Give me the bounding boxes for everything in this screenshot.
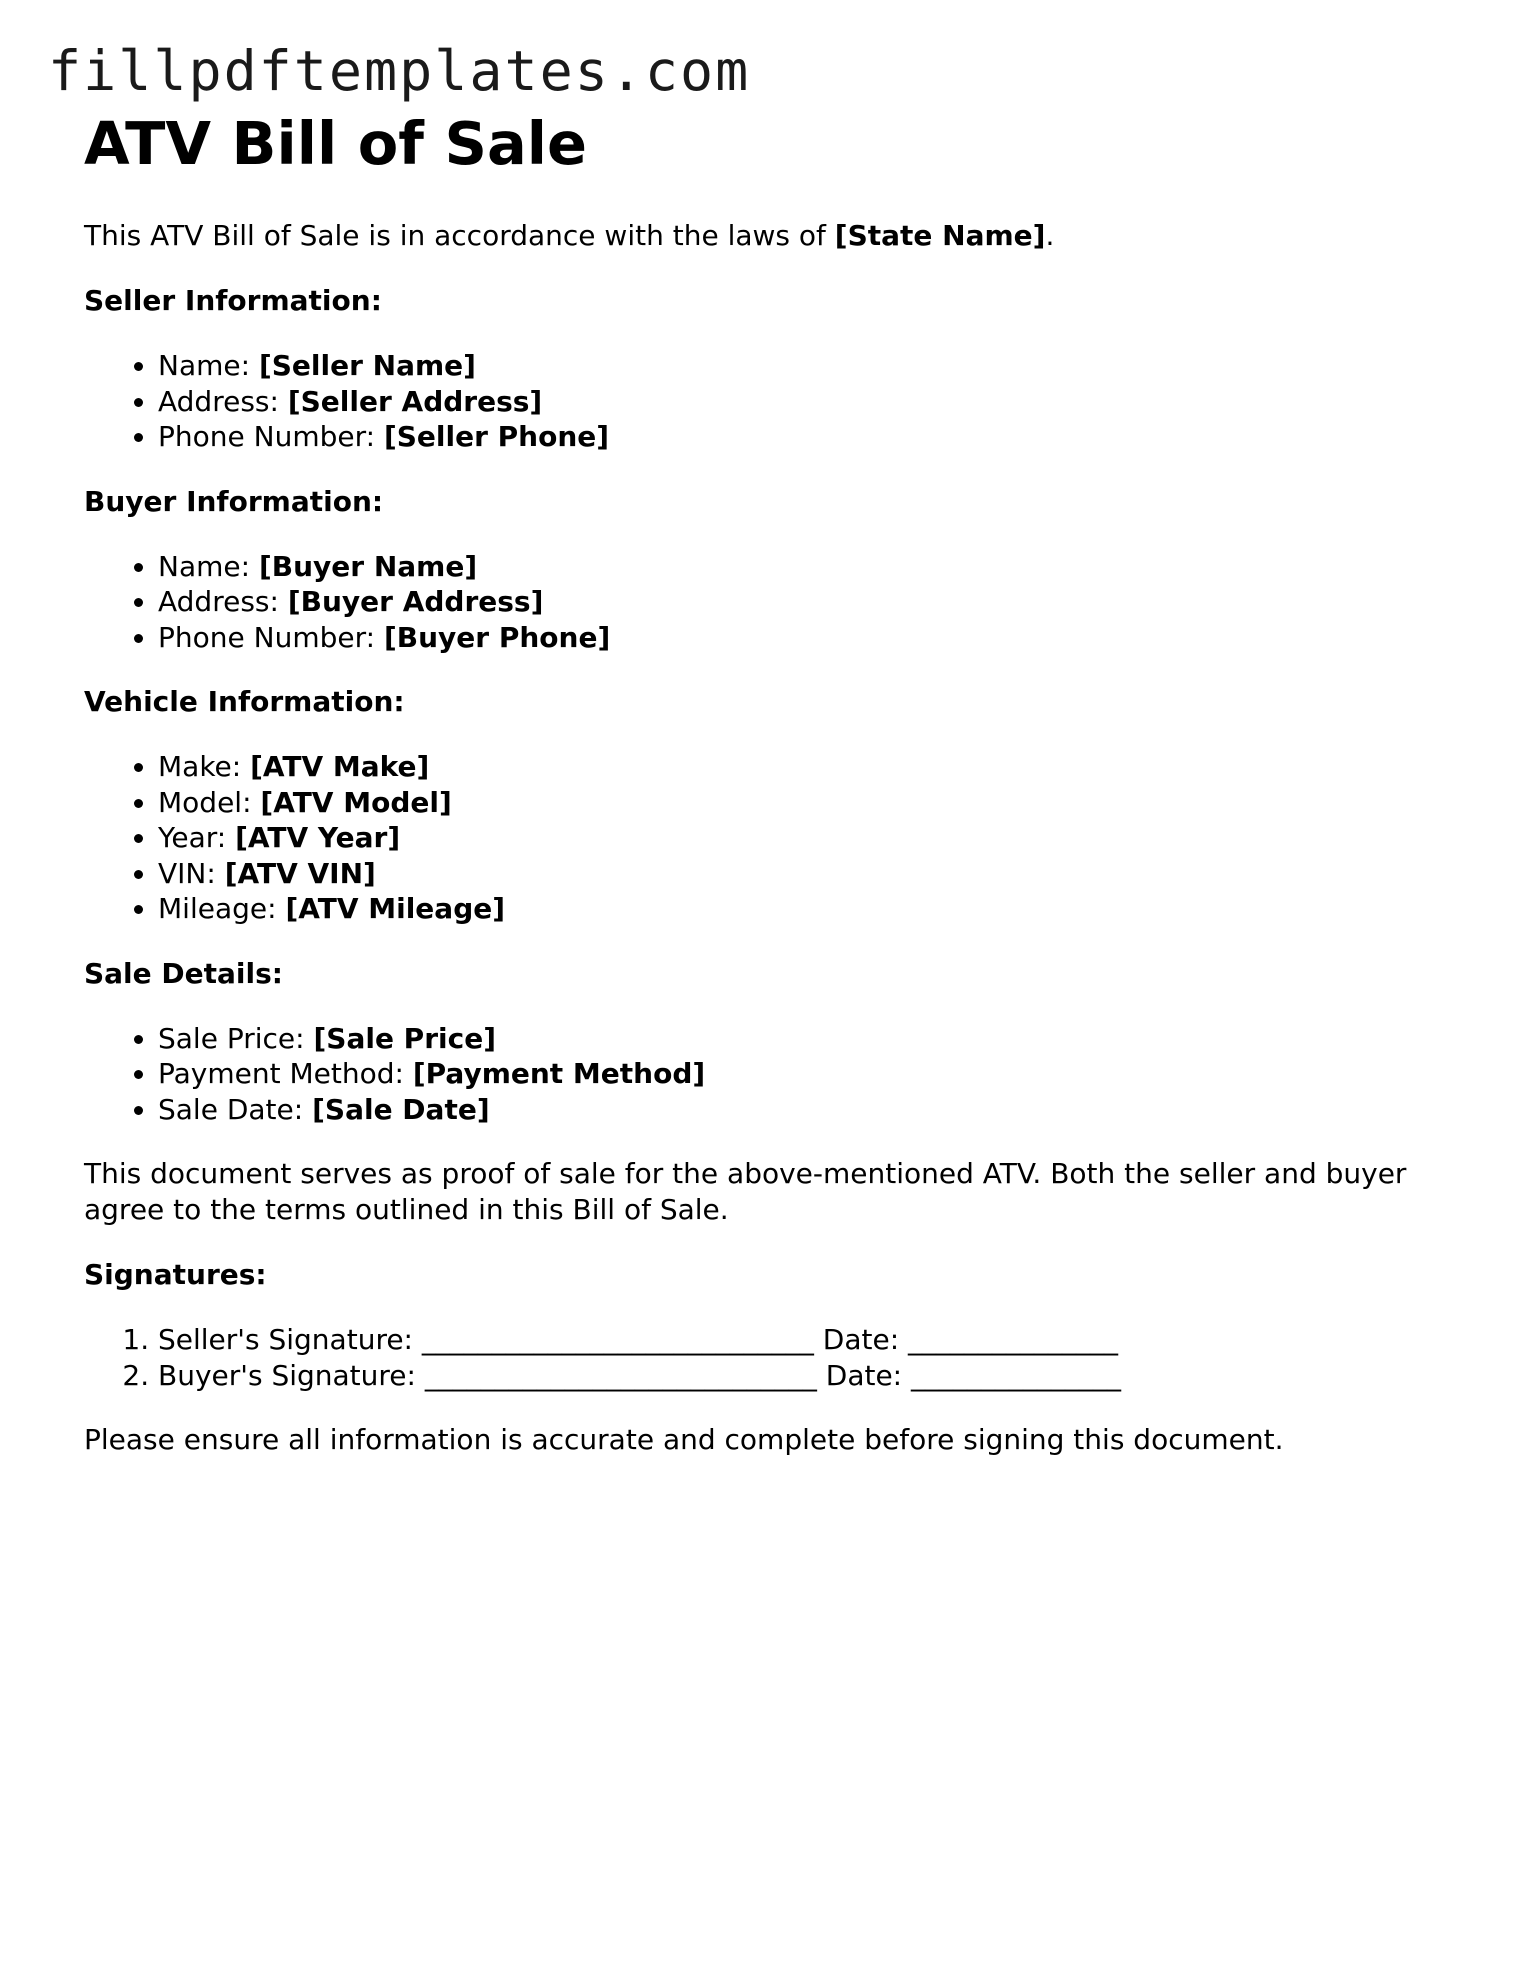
sale-date-value: [Sale Date] [312, 1092, 490, 1126]
seller-address-item: • Address: [Seller Address] [158, 384, 1444, 420]
intro-text: This ATV Bill of Sale is in accordance with the laws of [84, 219, 835, 252]
seller-heading: Seller Information: [84, 284, 382, 317]
closing-paragraph: Please ensure all information is accurate and complete before signing this document. [84, 1423, 1284, 1456]
intro-paragraph [84, 218, 1444, 254]
vehicle-mileage-value: [ATV Mileage] [285, 892, 506, 925]
state-name-placeholder: [State Name] [834, 219, 1046, 252]
vehicle-make-item: • Make: [ATV Make] [158, 749, 1444, 785]
sale-date-item: • Sale Date: [Sale Date] [158, 1092, 1444, 1128]
intro-end: . [1045, 219, 1055, 252]
buyer-phone-item: • Phone Number: [Buyer Phone] [158, 620, 1444, 656]
vehicle-list [84, 749, 1444, 927]
buyer-list [84, 549, 1444, 656]
seller-name-item: • Name: [Seller Name] [158, 348, 1444, 384]
seller-address-value: [Seller Address] [287, 384, 543, 418]
vehicle-mileage-item: • Mileage: [ATV Mileage] [158, 891, 1444, 927]
watermark-logo: fillpdftemplates.com [48, 39, 751, 103]
vehicle-year-value: [ATV Year] [235, 821, 401, 854]
payment-method-item: • Payment Method: [Payment Method] [158, 1056, 1444, 1092]
vehicle-heading: Vehicle Information: [84, 685, 405, 718]
buyer-heading: Buyer Information: [84, 484, 384, 518]
seller-phone-item: • Phone Number: [Seller Phone] [158, 419, 1444, 455]
seller-phone-value: [Seller Phone] [383, 420, 610, 453]
seller-list [84, 348, 1444, 455]
document-body [84, 108, 1444, 1487]
buyer-address-item: • Address: [Buyer Address] [158, 584, 1444, 620]
sale-price-value: [Sale Price] [313, 1021, 496, 1055]
vehicle-vin-value: [ATV VIN] [224, 856, 376, 890]
vehicle-vin-item: • VIN: [ATV VIN] [158, 856, 1444, 892]
seller-name-value: [Seller Name] [258, 349, 476, 382]
sale-price-item: • Sale Price: [Sale Price] [158, 1021, 1444, 1057]
sale-heading: Sale Details: [84, 956, 283, 990]
seller-signature-line: 1. Seller's Signature: ____________________________ Date: _______________ [158, 1322, 1444, 1358]
signatures-list [84, 1322, 1444, 1393]
buyer-name-item: • Name: [Buyer Name] [158, 549, 1444, 585]
document-title: ATV Bill of Sale [84, 109, 587, 178]
vehicle-model-value: [ATV Model] [260, 785, 452, 819]
buyer-signature-line: 2. Buyer's Signature: ____________________________ Date: _______________ [158, 1358, 1444, 1394]
buyer-name-value: [Buyer Name] [258, 549, 478, 583]
vehicle-make-value: [ATV Make] [250, 750, 430, 783]
vehicle-year-item: • Year: [ATV Year] [158, 820, 1444, 856]
signatures-heading: Signatures: [84, 1258, 267, 1291]
proof-paragraph: This document serves as proof of sale for the above-mentioned ATV. Both the seller and buyer agree to the terms outlined in this Bill of Sale. [84, 1157, 1407, 1226]
buyer-phone-value: [Buyer Phone] [383, 620, 611, 654]
payment-method-value: [Payment Method] [412, 1057, 706, 1090]
buyer-address-value: [Buyer Address] [287, 585, 544, 618]
sale-list [84, 1021, 1444, 1128]
vehicle-model-item: • Model: [ATV Model] [158, 785, 1444, 821]
